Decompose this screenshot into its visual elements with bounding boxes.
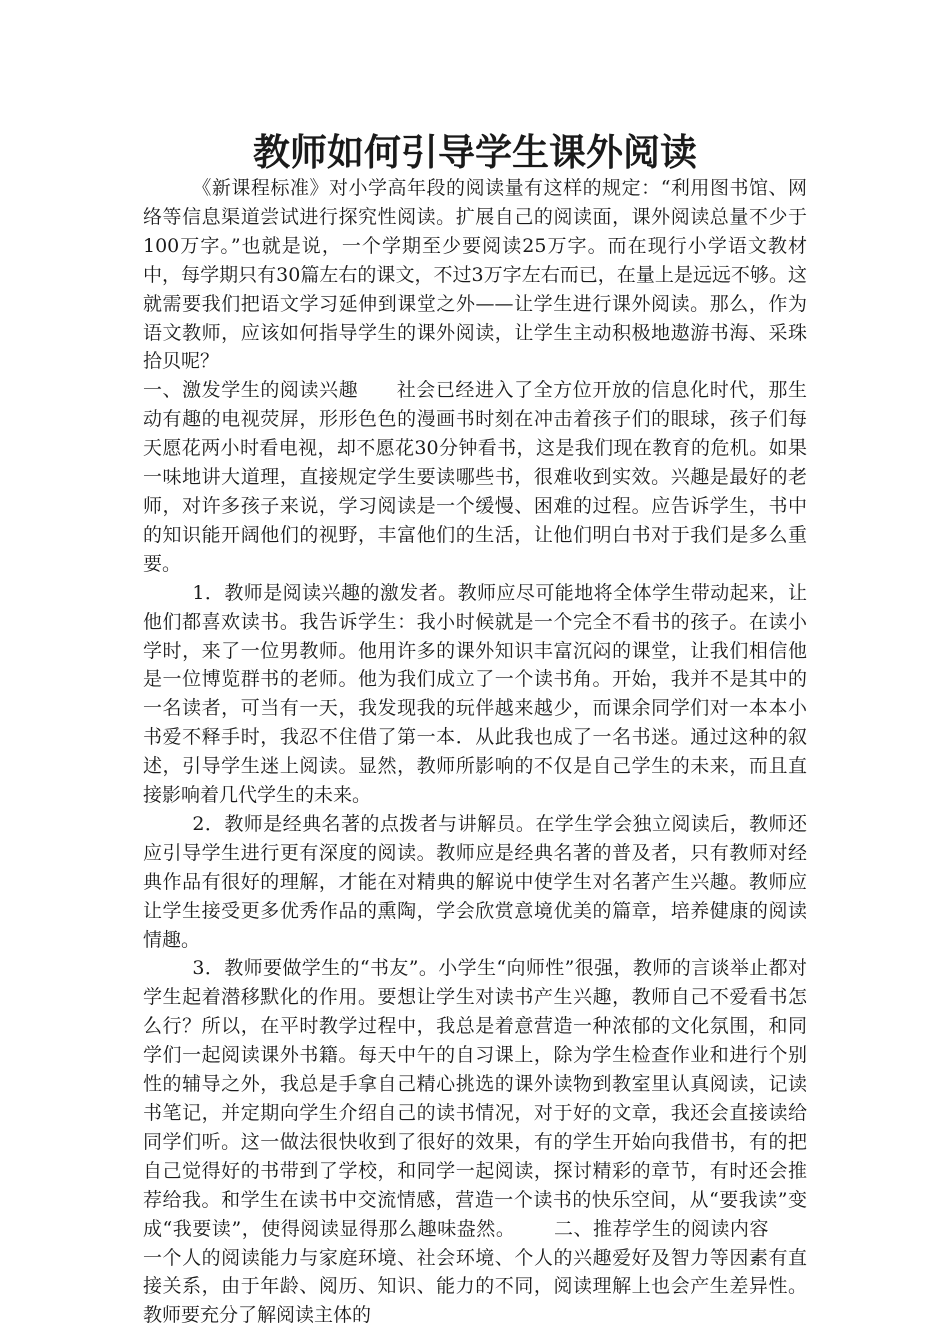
section-heading-two: 二、推荐学生的阅读内容	[553, 1217, 769, 1240]
section-two-text: 一个人的阅读能力与家庭环境、社会环境、个人的兴趣爱好及智力等因素有直接关系，由于年龄、阅历、知识、能力的不同，阅读理解上也会产生差异性。教师要充分了解阅读主体的	[143, 1246, 807, 1327]
point-three-paragraph	[143, 954, 807, 1330]
section-heading-one: 一、激发学生的阅读兴趣	[143, 379, 359, 402]
point-one-paragraph: 1．教师是阅读兴趣的激发者。教师应尽可能地将全体学生带动起来，让他们都喜欢读书。我告诉学生：我小时候就是一个完全不看书的孩子。在读小学时，来了一位男教师。他用许多的课外知识丰富沉闷的课堂，让我们相信他是一位博览群书的老师。他为我们成立了一个读书角。开始，我并不是其中的一名读者，可当有一天，我发现我的玩伴越来越少，而课余同学们对一本本小书爱不释手时，我忍不住借了第一本．从此我也成了一名书迷。通过这种的叙述，引导学生迷上阅读。显然，教师所影响的不仅是自己学生的未来，而且直接影响着几代学生的未来。	[143, 581, 807, 807]
point-two-paragraph: 2．教师是经典名著的点拨者与讲解员。在学生学会独立阅读后，教师还应引导学生进行更有深度的阅读。教师应是经典名著的普及者，只有教师对经典作品有很好的理解，才能在对精典的解说中使学生对名著产生兴趣。教师应让学生接受更多优秀作品的熏陶，学会欣赏意境优美的篇章，培养健康的阅读情趣。	[143, 812, 807, 951]
section-one-paragraph	[143, 376, 807, 578]
section-one-text: 社会已经进入了全方位开放的信息化时代，那生动有趣的电视荧屏，形形色色的漫画书时刻在冲击着孩子们的眼球，孩子们每天愿花两小时看电视，却不愿花30分钟看书，这是我们现在教育的危机。如果一味地讲大道理，直接规定学生要读哪些书，很难收到实效。兴趣是最好的老师，对许多孩子来说，学习阅读是一个缓慢、困难的过程。应告诉学生，书中的知识能开阔他们的视野，丰富他们的生活，让他们明白书对于我们是多么重要。	[143, 379, 807, 575]
document-title: 教师如何引导学生课外阅读	[253, 131, 697, 174]
point-three-text: 3．教师要做学生的“书友”。小学生“向师性”很强，教师的言谈举止都对学生起着潜移默化的作用。要想让学生对读书产生兴趣，教师自己不爱看书怎么行？所以，在平时教学过程中，我总是着意营造一种浓郁的文化氛围，和同学们一起阅读课外书籍。每天中午的自习课上，除为学生检查作业和进行个别性的辅导之外，我总是手拿自己精心挑选的课外读物到教室里认真阅读，记读书笔记，并定期向学生介绍自己的读书情况，对于好的文章，我还会直接读给同学们听。这一做法很快收到了很好的效果，有的学生开始向我借书，有的把自己觉得好的书带到了学校，和同学一起阅读，探讨精彩的章节，有时还会推荐给我。和学生在读书中交流情感，营造一个读书的快乐空间，从“要我读”变成“我要读”，使得阅读显得那么趣味盎然。	[143, 957, 807, 1240]
document-body	[143, 174, 807, 1330]
intro-paragraph: 《新课程标准》对小学高年段的阅读量有这样的规定：“利用图书馆、网络等信息渠道尝试进行探究性阅读。扩展自己的阅读面，课外阅读总量不少于100万字。”也就是说，一个学期至少要阅读25万字。而在现行小学语文教材中，每学期只有30篇左右的课文，不过3万字左右而已，在量上是远远不够。这就需要我们把语文学习延伸到课堂之外——让学生进行课外阅读。那么，作为语文教师，应该如何指导学生的课外阅读，让学生主动积极地遨游书海、采珠拾贝呢？	[143, 177, 807, 373]
